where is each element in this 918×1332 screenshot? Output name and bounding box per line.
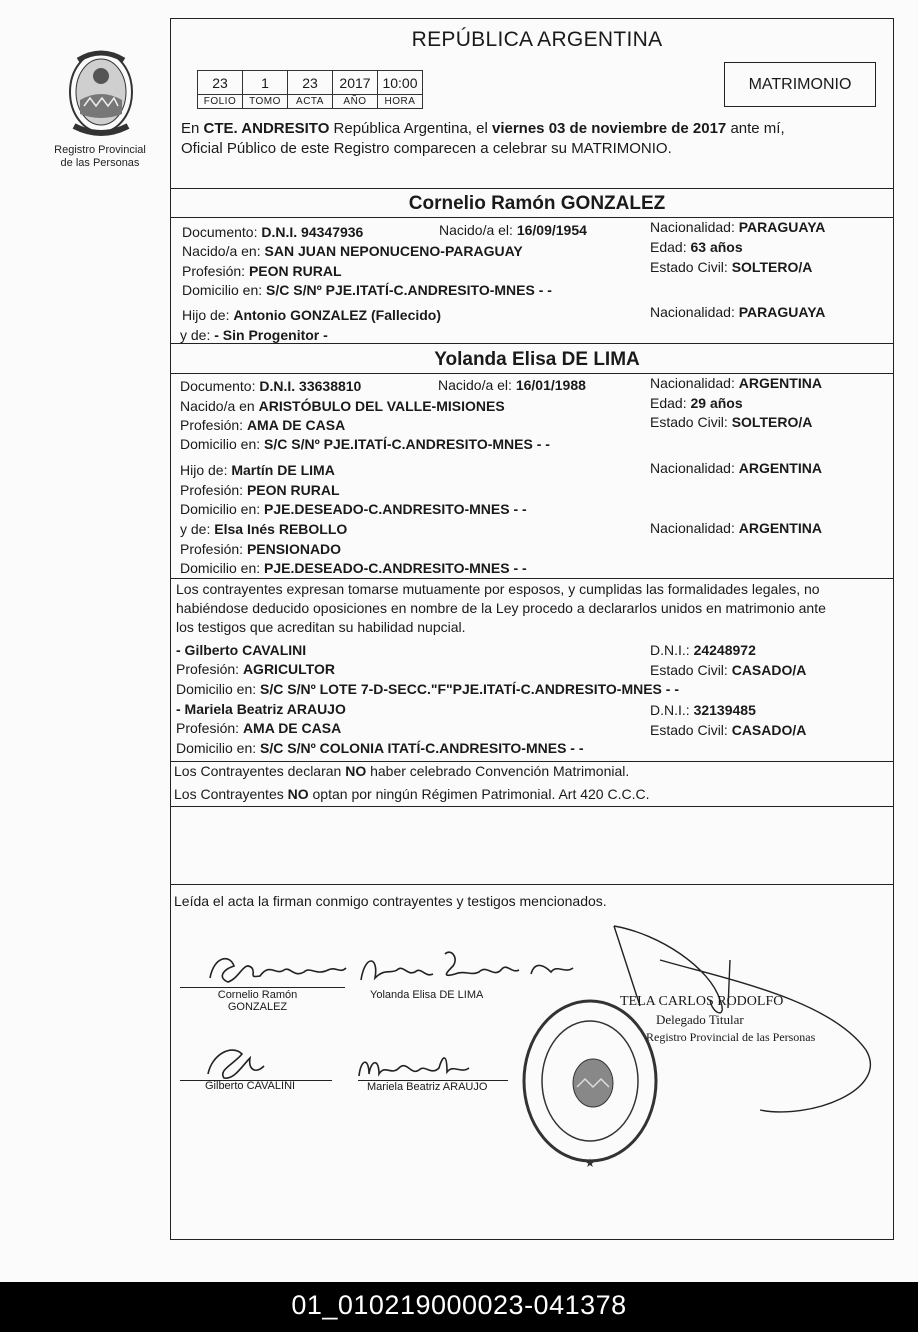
witness2-name: - Mariela Beatriz ARAUJO bbox=[176, 701, 346, 717]
spouse1-mother: y de: - Sin Progenitor - bbox=[180, 327, 328, 343]
spouse2-father-profession: Profesión: PEON RURAL bbox=[180, 482, 340, 498]
spouse1-profession: Profesión: PEON RURAL bbox=[182, 263, 342, 279]
spouse2-mother-profession: Profesión: PENSIONADO bbox=[180, 541, 342, 557]
spouse1-father-nationality: Nacionalidad: PARAGUAYA bbox=[650, 304, 826, 320]
acta-value: 23 bbox=[288, 71, 333, 95]
spouse2-age: Edad: 29 años bbox=[650, 395, 743, 411]
spouse2-mother-nationality: Nacionalidad: ARGENTINA bbox=[650, 520, 822, 536]
spouse1-address: Domicilio en: S/C S/Nº PJE.ITATÍ-C.ANDRESITO-MNES - - bbox=[182, 282, 552, 298]
divider bbox=[170, 806, 894, 807]
officer-name: TELA CARLOS RODOLFO bbox=[620, 994, 784, 1009]
year-value: 2017 bbox=[333, 71, 378, 95]
signature-line bbox=[180, 987, 345, 988]
page-title: REPÚBLICA ARGENTINA bbox=[411, 28, 663, 51]
witness2-dni: D.N.I.: 32139485 bbox=[650, 702, 756, 718]
divider bbox=[170, 188, 894, 189]
intro-line1: En CTE. ANDRESITO República Argentina, el viernes 03 de noviembre de 2017 ante mí, bbox=[181, 120, 785, 137]
spouse1-name: Cornelio Ramón GONZALEZ bbox=[408, 193, 666, 214]
divider bbox=[170, 343, 894, 344]
spouse2-nationality: Nacionalidad: ARGENTINA bbox=[650, 375, 822, 391]
document-id-footer: 01_010219000023-041378 bbox=[0, 1282, 918, 1332]
divider bbox=[170, 217, 894, 218]
divider bbox=[170, 373, 894, 374]
spouse2-address: Domicilio en: S/C S/Nº PJE.ITATÍ-C.ANDRESITO-MNES - - bbox=[180, 436, 550, 452]
witness2-civil-status: Estado Civil: CASADO/A bbox=[650, 722, 807, 738]
spouse2-mother: y de: Elsa Inés REBOLLO bbox=[180, 521, 348, 537]
logo-caption-line2: de las Personas bbox=[60, 157, 140, 169]
witness2-profession: Profesión: AMA DE CASA bbox=[176, 720, 342, 736]
witness1-profession: Profesión: AGRICULTOR bbox=[176, 661, 335, 677]
spouse2-birthplace: Nacido/a en ARISTÓBULO DEL VALLE-MISIONES bbox=[180, 398, 505, 414]
divider bbox=[170, 578, 894, 579]
spouse2-father-address: Domicilio en: PJE.DESEADO-C.ANDRESITO-MNES - - bbox=[180, 501, 527, 517]
misiones-coat-of-arms-icon bbox=[66, 48, 136, 140]
spouse1-document: Documento: D.N.I. 94347936 bbox=[182, 224, 364, 240]
spouse2-document: Documento: D.N.I. 33638810 bbox=[180, 378, 362, 394]
witness1-civil-status: Estado Civil: CASADO/A bbox=[650, 662, 807, 678]
registry-logo bbox=[52, 48, 148, 170]
spouse1-birthplace: Nacido/a en: SAN JUAN NEPONUCENO-PARAGUAY bbox=[182, 243, 523, 259]
witness1-name: - Gilberto CAVALINI bbox=[176, 642, 307, 658]
signature-gilberto bbox=[198, 1040, 278, 1084]
spouse2-name: Yolanda Elisa DE LIMA bbox=[434, 349, 640, 370]
delegation-seal-icon bbox=[515, 995, 665, 1175]
svg-text:★: ★ bbox=[584, 1156, 596, 1170]
patrimonial-regime-statement: Los Contrayentes NO optan por ningún Régimen Patrimonial. Art 420 C.C.C. bbox=[174, 786, 650, 802]
signature-yolanda bbox=[355, 944, 585, 990]
spouse1-birthdate: Nacido/a el: 16/09/1954 bbox=[439, 222, 587, 238]
tomo-value: 1 bbox=[243, 71, 288, 95]
closing-statement: Leída el acta la firman conmigo contrayentes y testigos mencionados. bbox=[174, 893, 607, 909]
signature-cornelio bbox=[200, 948, 350, 990]
witness1-dni: D.N.I.: 24248972 bbox=[650, 642, 756, 658]
signature-label-gilberto: Gilberto CAVALINI bbox=[205, 1080, 296, 1092]
signature-mariela bbox=[355, 1046, 475, 1082]
signature-label-yolanda: Yolanda Elisa DE LIMA bbox=[370, 989, 484, 1001]
spouse2-birthdate: Nacido/a el: 16/01/1988 bbox=[438, 377, 586, 393]
signature-label-cornelio: Cornelio Ramón GONZALEZ bbox=[217, 989, 298, 1013]
spouse1-civil-status: Estado Civil: SOLTERO/A bbox=[650, 259, 813, 275]
tomo-label: TOMO bbox=[243, 95, 288, 109]
acta-label: ACTA bbox=[288, 95, 333, 109]
spouse1-nationality: Nacionalidad: PARAGUAYA bbox=[650, 219, 826, 235]
spouse2-civil-status: Estado Civil: SOLTERO/A bbox=[650, 414, 813, 430]
divider bbox=[170, 884, 894, 885]
folio-value: 23 bbox=[198, 71, 243, 95]
logo-caption-line1: Registro Provincial bbox=[54, 144, 146, 156]
folio-label: FOLIO bbox=[198, 95, 243, 109]
divider bbox=[170, 761, 894, 762]
witness1-address: Domicilio en: S/C S/Nº LOTE 7-D-SECC."F"PJE.ITATÍ-C.ANDRESITO-MNES - - bbox=[176, 681, 679, 697]
record-reference-table bbox=[197, 70, 423, 109]
hour-label: HORA bbox=[378, 95, 423, 109]
signature-label-mariela: Mariela Beatriz ARAUJO bbox=[367, 1081, 488, 1093]
officer-office: Registro Provincial de las Personas bbox=[646, 1030, 816, 1044]
intro-line2: Oficial Público de este Registro comparecen a celebrar su MATRIMONIO. bbox=[181, 140, 672, 157]
year-label: AÑO bbox=[333, 95, 378, 109]
spouse1-age: Edad: 63 años bbox=[650, 239, 743, 255]
hour-value: 10:00 bbox=[378, 71, 423, 95]
officer-role: Delegado Titular bbox=[656, 1012, 744, 1027]
spouse2-father: Hijo de: Martín DE LIMA bbox=[180, 462, 335, 478]
spouse2-mother-address: Domicilio en: PJE.DESEADO-C.ANDRESITO-MNES - - bbox=[180, 560, 527, 576]
spouse1-father: Hijo de: Antonio GONZALEZ (Fallecido) bbox=[182, 307, 442, 323]
witness2-address: Domicilio en: S/C S/Nº COLONIA ITATÍ-C.ANDRESITO-MNES - - bbox=[176, 740, 584, 756]
convention-statement: Los Contrayentes declaran NO haber celebrado Convención Matrimonial. bbox=[174, 763, 630, 779]
record-type-box: MATRIMONIO bbox=[724, 62, 876, 107]
marriage-declaration: Los contrayentes expresan tomarse mutuamente por esposos, y cumplidas las formalidades legales, no habiéndose deducido oposiciones en nombre de la Ley procedo a declararlos unidos en matrimonio ante los testigos que acreditan su habilidad nupcial. bbox=[176, 581, 826, 635]
spouse2-father-nationality: Nacionalidad: ARGENTINA bbox=[650, 460, 822, 476]
spouse2-profession: Profesión: AMA DE CASA bbox=[180, 417, 346, 433]
